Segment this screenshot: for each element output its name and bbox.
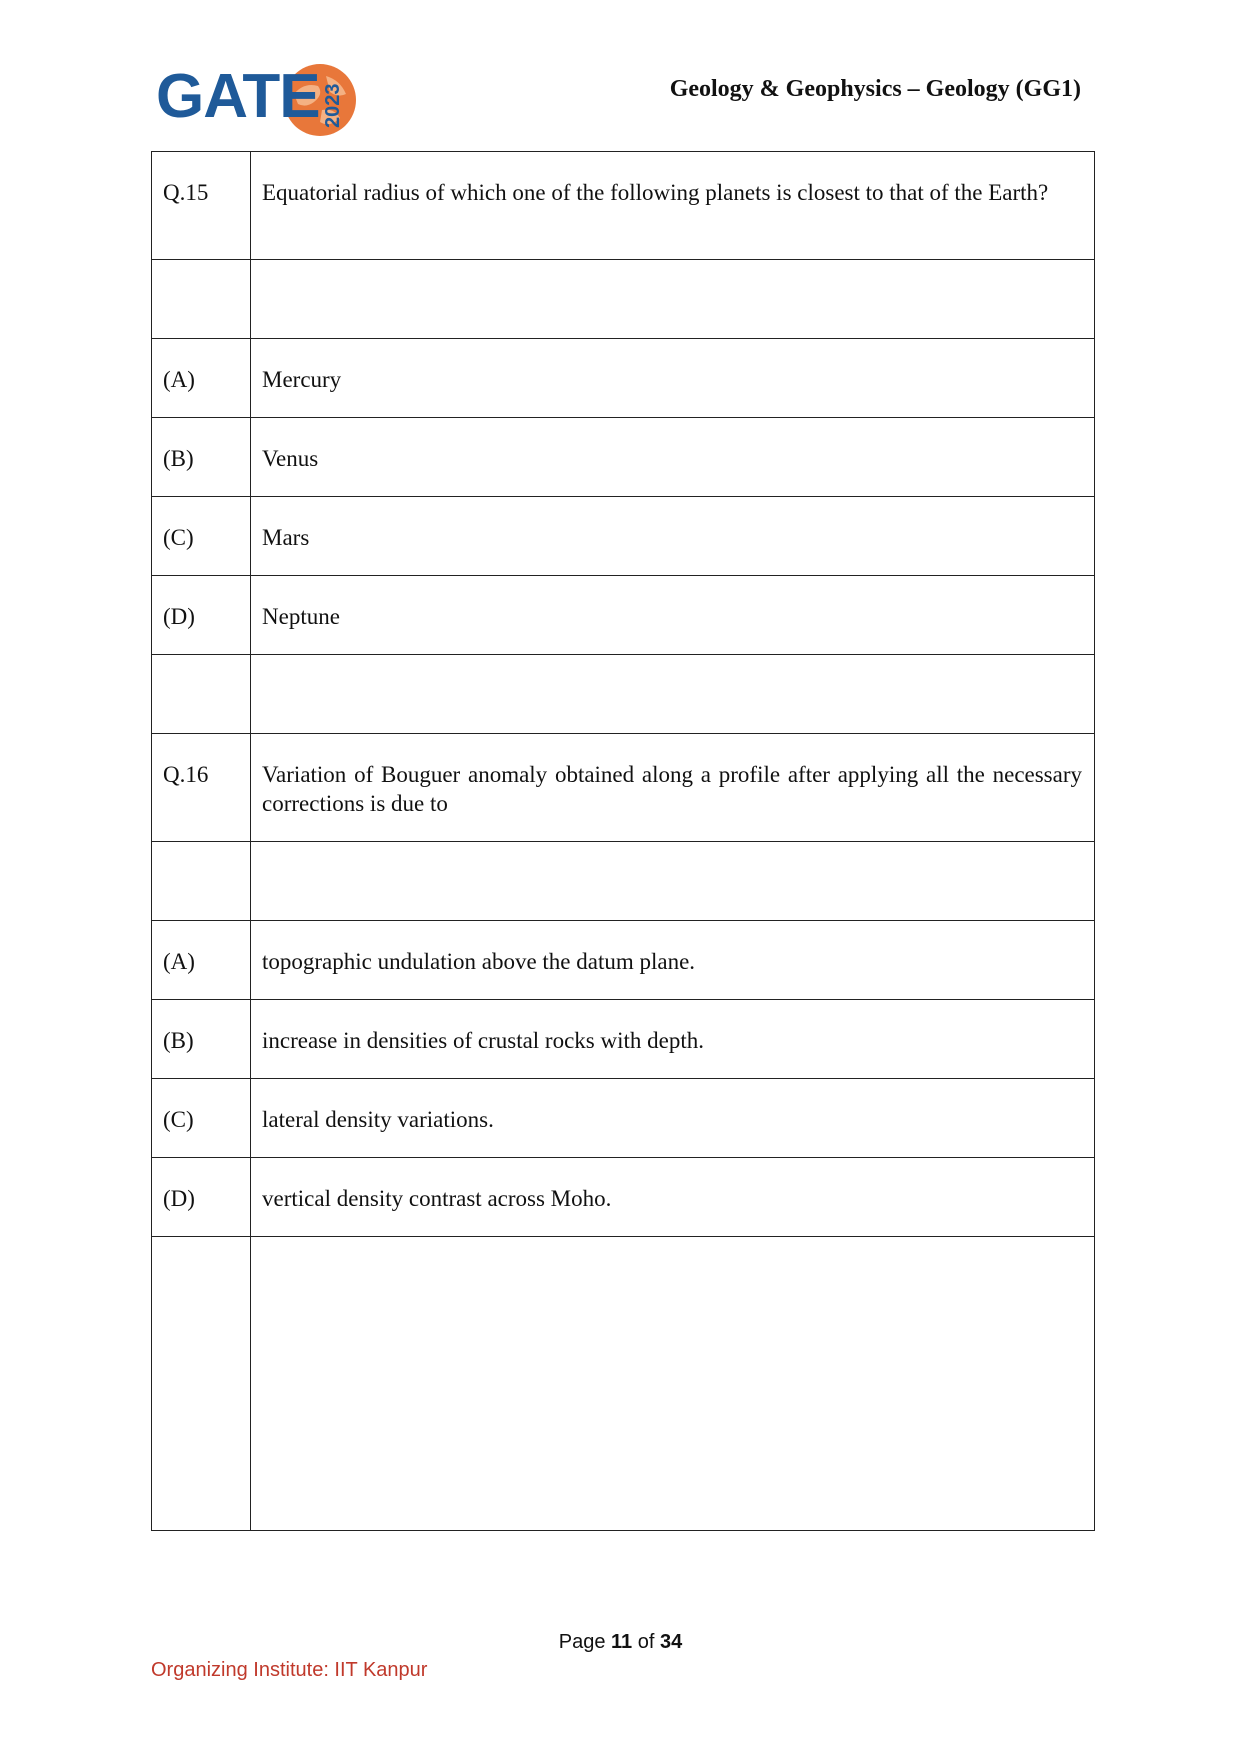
option-text: lateral density variations. bbox=[262, 1107, 494, 1132]
page-prefix: Page bbox=[558, 1631, 606, 1653]
gate-logo bbox=[156, 60, 356, 140]
option-label: (C) bbox=[163, 1107, 194, 1132]
option-label: (D) bbox=[163, 1186, 195, 1211]
question-text: Variation of Bouguer anomaly obtained along a profile after applying all the necessary corrections is due to bbox=[262, 762, 1082, 816]
question-row bbox=[152, 734, 1095, 842]
option-text: Mercury bbox=[262, 367, 342, 392]
question-text: Equatorial radius of which one of the following planets is closest to that of the Earth? bbox=[262, 180, 1049, 205]
option-row bbox=[152, 339, 1095, 418]
option-row bbox=[152, 1079, 1095, 1158]
option-row bbox=[152, 576, 1095, 655]
option-row bbox=[152, 1158, 1095, 1237]
logo-year: 2023 bbox=[322, 83, 344, 128]
logo-text: GATE bbox=[156, 62, 320, 131]
page-total: 34 bbox=[660, 1631, 683, 1653]
paper-title: Geology & Geophysics – Geology (GG1) bbox=[669, 76, 1081, 102]
option-label: (A) bbox=[163, 949, 195, 974]
question-number: Q.15 bbox=[163, 180, 209, 205]
option-text: increase in densities of crustal rocks with depth. bbox=[262, 1028, 704, 1053]
page-current: 11 bbox=[611, 1631, 633, 1653]
question-number: Q.16 bbox=[163, 762, 209, 787]
option-label: (A) bbox=[163, 367, 195, 392]
option-text: vertical density contrast across Moho. bbox=[262, 1186, 612, 1211]
spacer-row bbox=[152, 842, 1095, 921]
option-label: (B) bbox=[163, 446, 194, 471]
spacer-row bbox=[152, 260, 1095, 339]
option-row bbox=[152, 921, 1095, 1000]
option-text: Mars bbox=[262, 525, 310, 550]
page-number bbox=[0, 1631, 1241, 1654]
option-label: (C) bbox=[163, 525, 194, 550]
option-text: Neptune bbox=[262, 604, 340, 629]
option-row bbox=[152, 418, 1095, 497]
option-label: (D) bbox=[163, 604, 195, 629]
blank-row bbox=[152, 1237, 1095, 1531]
page-of: of bbox=[637, 1631, 655, 1653]
question-table bbox=[151, 151, 1095, 1531]
option-text: topographic undulation above the datum plane. bbox=[262, 949, 696, 974]
question-row bbox=[152, 152, 1095, 260]
option-text: Venus bbox=[262, 446, 319, 471]
organizing-institute: Organizing Institute: IIT Kanpur bbox=[151, 1659, 428, 1681]
option-row bbox=[152, 497, 1095, 576]
spacer-row bbox=[152, 655, 1095, 734]
option-row bbox=[152, 1000, 1095, 1079]
option-label: (B) bbox=[163, 1028, 194, 1053]
